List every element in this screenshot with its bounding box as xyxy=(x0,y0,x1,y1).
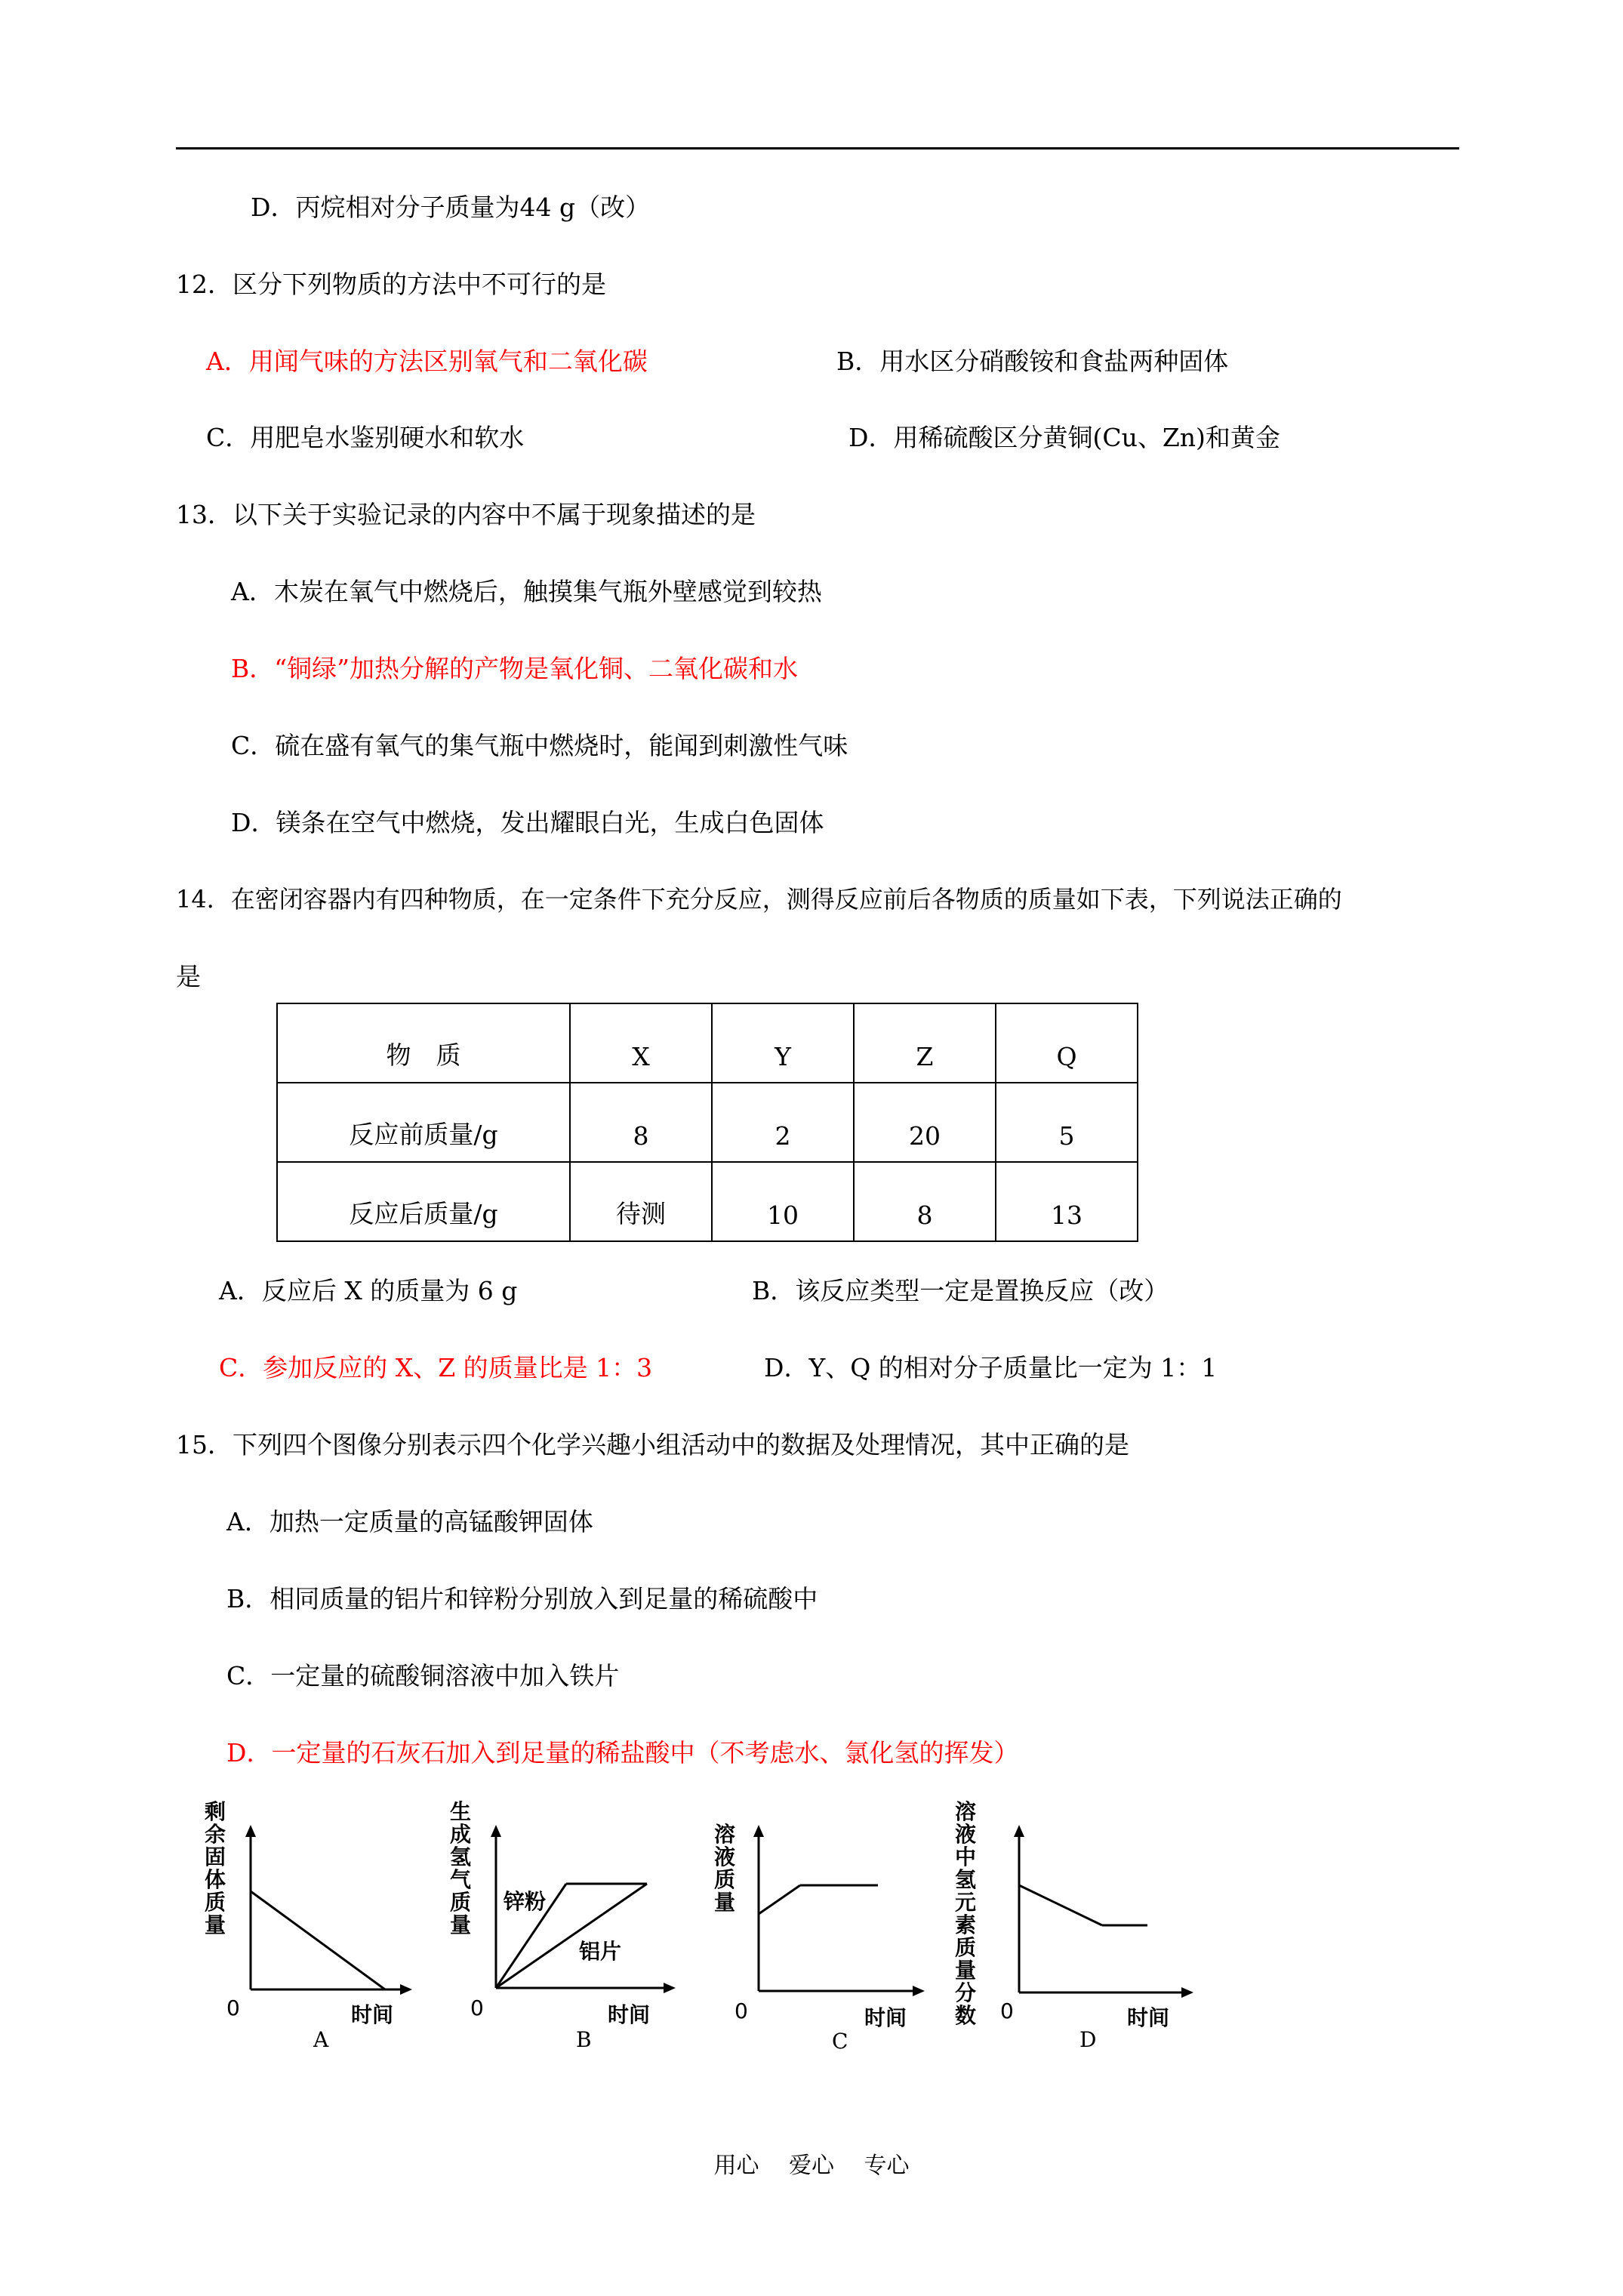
graph-c-caption: C xyxy=(832,2029,848,2054)
table-cell: 待测 xyxy=(570,1162,712,1241)
graph-b-caption: B xyxy=(576,2027,592,2052)
table-header-cell: Z xyxy=(854,1003,996,1083)
table-cell: 反应前质量/g xyxy=(277,1083,570,1162)
q13-option-b: B．“铜绿”加热分解的产物是氧化铜、二氧化碳和水 xyxy=(231,654,798,683)
table-cell: 8 xyxy=(854,1162,996,1241)
table-cell: 20 xyxy=(854,1083,996,1162)
graph-a-ylabel: 剩 余 固 体 质 量 xyxy=(204,1799,226,1937)
table-cell: 2 xyxy=(712,1083,854,1162)
q12-option-c: C．用肥皂水鉴别硬水和软水 xyxy=(206,423,525,452)
graph-c-line-rise xyxy=(759,1885,800,1914)
q15-option-a: A．加热一定质量的高锰酸钾固体 xyxy=(226,1507,593,1536)
mass-table xyxy=(276,1003,1138,1242)
q12-option-b: B．用水区分硝酸铵和食盐两种固体 xyxy=(836,347,1229,376)
graph-a-caption: A xyxy=(313,2027,329,2052)
table-cell: 10 xyxy=(712,1162,854,1241)
y-axis-arrow xyxy=(1014,1825,1024,1837)
graph-c-origin: 0 xyxy=(735,1999,748,2023)
graph-c xyxy=(713,1801,932,2054)
q13-option-c: C．硫在盛有氧气的集气瓶中燃烧时，能闻到刺激性气味 xyxy=(231,731,848,760)
table-cell: 8 xyxy=(570,1083,712,1162)
graph-c-xlabel: 时间 xyxy=(864,2005,907,2030)
graph-b-label-aluminum: 铝片 xyxy=(579,1939,622,1964)
table-cell: 反应后质量/g xyxy=(277,1162,570,1241)
graph-d-caption: D xyxy=(1079,2027,1097,2052)
graph-a-xlabel: 时间 xyxy=(351,2002,394,2027)
table-cell: 5 xyxy=(996,1083,1138,1162)
x-axis-arrow xyxy=(913,1986,925,1996)
q14-option-b: B．该反应类型一定是置换反应（改） xyxy=(752,1276,1169,1305)
table-header-cell: Y xyxy=(712,1003,854,1083)
page-footer: 用心 爱心 专心 xyxy=(713,2153,910,2179)
q14-stem-cont: 是 xyxy=(176,962,201,991)
q15-option-c: C．一定量的硫酸铜溶液中加入铁片 xyxy=(226,1661,620,1690)
table-row xyxy=(277,1083,1138,1162)
q13-option-d: D．镁条在空气中燃烧，发出耀眼白光，生成白色固体 xyxy=(231,808,824,837)
y-axis-arrow xyxy=(491,1825,501,1837)
graph-b-ylabel: 生 成 氢 气 质 量 xyxy=(449,1799,471,1937)
q12-option-d: D．用稀硫酸区分黄铜(Cu、Zn)和黄金 xyxy=(848,423,1280,452)
table-header-cell: Q xyxy=(996,1003,1138,1083)
q12-option-a: A．用闻气味的方法区别氧气和二氧化碳 xyxy=(206,347,648,376)
q15-stem: 15．下列四个图像分别表示四个化学兴趣小组活动中的数据及处理情况，其中正确的是 xyxy=(176,1430,1129,1459)
x-axis-arrow xyxy=(664,1983,676,1993)
graph-d-origin: 0 xyxy=(1000,1999,1014,2023)
q12-stem: 12．区分下列物质的方法中不可行的是 xyxy=(176,270,606,299)
table-header-cell: 物 质 xyxy=(277,1003,570,1083)
q14-stem: 14．在密闭容器内有四种物质，在一定条件下充分反应，测得反应前后各物质的质量如下表，下列说法正确的 xyxy=(176,885,1342,914)
q14-option-d: D．Y、Q 的相对分子质量比一定为 1：1 xyxy=(764,1353,1218,1382)
table-header-cell: X xyxy=(570,1003,712,1083)
graph-d xyxy=(955,1801,1204,2050)
q14-option-a: A．反应后 X 的质量为 6 g xyxy=(219,1276,518,1305)
header-rule xyxy=(176,147,1459,149)
q15-option-b: B．相同质量的铝片和锌粉分别放入到足量的稀硫酸中 xyxy=(226,1584,818,1613)
table-row xyxy=(277,1003,1138,1083)
graph-d-ylabel: 溶液 中氢 元素 质量 分数 xyxy=(955,1799,977,2028)
q13-stem: 13．以下关于实验记录的内容中不属于现象描述的是 xyxy=(176,500,756,529)
graph-b-origin: 0 xyxy=(470,1996,484,2020)
table-cell: 13 xyxy=(996,1162,1138,1241)
graph-c-ylabel: 溶 液 质 量 xyxy=(713,1822,735,1915)
y-axis-arrow xyxy=(753,1825,764,1837)
q14-option-c: C．参加反应的 X、Z 的质量比是 1：3 xyxy=(219,1353,653,1382)
table-row xyxy=(277,1162,1138,1241)
graph-d-xlabel: 时间 xyxy=(1127,2005,1170,2030)
q11-option-d: D．丙烷相对分子质量为44 g（改） xyxy=(251,193,651,222)
q15-option-d: D．一定量的石灰石加入到足量的稀盐酸中（不考虑水、氯化氢的挥发） xyxy=(226,1738,1019,1767)
y-axis-arrow xyxy=(245,1825,256,1837)
graph-a xyxy=(204,1801,430,2050)
graph-a-origin: 0 xyxy=(226,1996,240,2020)
x-axis-arrow xyxy=(1181,1987,1193,1998)
graph-b xyxy=(449,1801,683,2050)
graph-a-line xyxy=(251,1891,385,1989)
x-axis-arrow xyxy=(400,1984,412,1995)
graph-d-line-fall xyxy=(1019,1885,1102,1925)
graph-b-label-zinc: 锌粉 xyxy=(504,1889,547,1914)
q13-option-a: A．木炭在氧气中燃烧后，触摸集气瓶外壁感觉到较热 xyxy=(231,577,822,606)
graph-b-xlabel: 时间 xyxy=(608,2002,651,2027)
